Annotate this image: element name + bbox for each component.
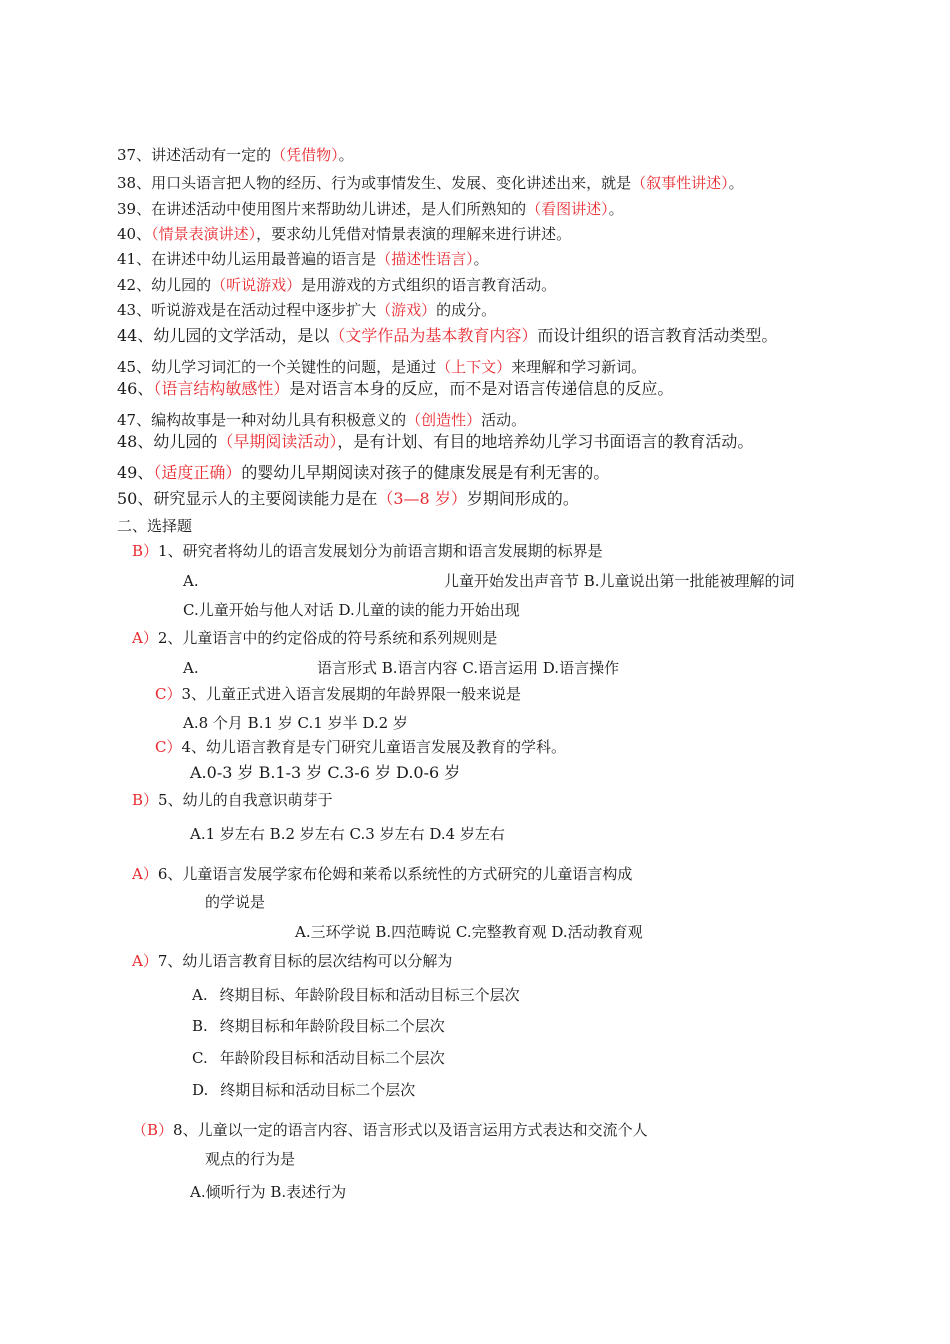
fill-text: 岁期间形成的。 <box>466 489 579 508</box>
mc-q8-text-cont: 观点的行为是 <box>205 1150 296 1168</box>
fill-answer: （游戏） <box>376 301 437 319</box>
fill-text: 。 <box>473 250 489 268</box>
fill-text: ，要求幼儿凭借对情景表演的理解来进行讲述。 <box>256 225 572 243</box>
fill-answer: （适度正确） <box>153 463 242 482</box>
mc-q6-text-cont: 的学说是 <box>205 893 266 911</box>
mc-answer: B） <box>132 791 159 809</box>
fill-answer: （描述性语言） <box>376 250 474 268</box>
fill-text: 39、在讲述活动中使用图片来帮助幼儿讲述，是人们所熟知的 <box>117 200 527 218</box>
mc-question-text: 8、儿童以一定的语言内容、语言形式以及语言运用方式表达和交流个人 <box>173 1121 648 1139</box>
option-text: 终期目标、年龄阶段目标和活动目标三个层次 <box>219 986 520 1004</box>
mc-q1-options-line1: 儿童开始发出声音节 B.儿童说出第一批能被理解的词 <box>444 572 795 590</box>
fill-text: 。 <box>608 200 624 218</box>
mc-q7-option-b <box>192 1016 445 1036</box>
fill-text: 41、在讲述中幼儿运用最普遍的语言是 <box>117 250 377 268</box>
fill-answer: （听说游戏） <box>211 276 302 294</box>
fill-text: 是对语言本身的反应，而不是对语言传递信息的反应。 <box>289 379 674 398</box>
fill-text: 46、 <box>117 379 154 398</box>
fill-item-40 <box>117 224 571 244</box>
mc-question-text: 7、幼儿语言教育目标的层次结构可以分解为 <box>157 952 453 970</box>
fill-text: ，是有计划、有目的地培养幼儿学习书面语言的教育活动。 <box>337 432 754 451</box>
mc-question-7 <box>132 951 452 971</box>
mc-q6-options: A.三环学说 B.四范畴说 C.完整教育观 D.活动教育观 <box>295 923 643 941</box>
option-text: 终期目标和活动目标二个层次 <box>220 1081 416 1099</box>
mc-question-5 <box>132 790 333 810</box>
fill-item-38 <box>117 173 744 193</box>
fill-answer: （文学作品为基本教育内容） <box>329 326 538 345</box>
fill-text: 而设计组织的语言教育活动类型。 <box>537 326 778 345</box>
fill-answer: （语言结构敏感性） <box>153 379 290 398</box>
fill-text: 来理解和学习新词。 <box>511 358 647 376</box>
fill-answer: （看图讲述） <box>526 200 609 218</box>
option-letter: B. <box>192 1017 208 1035</box>
fill-answer: （3—8 岁） <box>377 489 467 508</box>
fill-text: 活动。 <box>481 411 527 429</box>
mc-question-text: 1、研究者将幼儿的语言发展划分为前语言期和语言发展期的标界是 <box>158 542 603 560</box>
option-letter: D. <box>192 1081 209 1099</box>
mc-answer: C） <box>155 685 182 703</box>
mc-question-text: 5、幼儿的自我意识萌芽于 <box>158 791 333 809</box>
mc-answer: A） <box>132 952 158 970</box>
fill-item-42 <box>117 275 556 295</box>
option-letter: C. <box>192 1049 208 1067</box>
fill-item-45 <box>117 357 646 377</box>
fill-text: 42、幼儿园的 <box>117 276 212 294</box>
fill-text: 38、用口头语言把人物的经历、行为或事情发生、发展、变化讲述出来，就是 <box>117 174 632 192</box>
mc-question-6 <box>132 864 632 884</box>
mc-answer: B） <box>132 542 159 560</box>
fill-item-49 <box>117 463 609 483</box>
fill-text: 48、幼儿园的 <box>117 432 218 451</box>
fill-text: 。 <box>338 146 354 164</box>
fill-answer: （创造性） <box>406 411 482 429</box>
fill-item-37 <box>117 145 354 165</box>
fill-text: 的成分。 <box>436 301 497 319</box>
mc-answer: C） <box>155 738 182 756</box>
mc-q7-option-a <box>192 985 520 1005</box>
fill-text: 45、幼儿学习词汇的一个关键性的问题，是通过 <box>117 358 437 376</box>
fill-answer: （叙事性讲述） <box>631 174 729 192</box>
option-text: 终期目标和年龄阶段目标二个层次 <box>219 1017 445 1035</box>
fill-item-43 <box>117 300 496 320</box>
mc-q3-options: A.8 个月 B.1 岁 C.1 岁半 D.2 岁 <box>183 714 408 732</box>
fill-text: 43、听说游戏是在活动过程中逐步扩大 <box>117 301 377 319</box>
fill-item-41 <box>117 249 489 269</box>
mc-question-3 <box>155 684 521 704</box>
mc-q7-option-d <box>192 1080 415 1100</box>
fill-item-44 <box>117 326 777 346</box>
fill-answer: （上下文） <box>436 358 512 376</box>
fill-item-48 <box>117 432 753 452</box>
mc-question-1 <box>132 541 603 561</box>
mc-answer: A） <box>132 629 158 647</box>
section-title: 二、选择题 <box>117 517 193 535</box>
fill-answer: （早期阅读活动） <box>217 432 338 451</box>
mc-q2-option-a-label: A. <box>183 659 199 677</box>
fill-text: 47、编构故事是一种对幼儿具有积极意义的 <box>117 411 407 429</box>
mc-answer: A） <box>132 865 158 883</box>
mc-q8-options: A.倾听行为 B.表述行为 <box>190 1183 347 1201</box>
mc-question-text: 3、儿童正式进入语言发展期的年龄界限一般来说是 <box>181 685 522 703</box>
fill-answer: （情景表演讲述） <box>151 225 257 243</box>
option-text: 年龄阶段目标和活动目标二个层次 <box>219 1049 445 1067</box>
fill-item-46 <box>117 379 673 399</box>
fill-text: 。 <box>728 174 744 192</box>
fill-text: 37、讲述活动有一定的 <box>117 146 272 164</box>
mc-q7-option-c <box>192 1048 445 1068</box>
option-letter: A. <box>192 986 208 1004</box>
mc-question-text: 6、儿童语言发展学家布伦姆和莱希以系统性的方式研究的儿童语言构成 <box>157 865 633 883</box>
mc-question-text: 4、幼儿语言教育是专门研究儿童语言发展及教育的学科。 <box>181 738 567 756</box>
fill-item-47 <box>117 410 526 430</box>
mc-q5-options: A.1 岁左右 B.2 岁左右 C.3 岁左右 D.4 岁左右 <box>190 825 505 843</box>
mc-question-8 <box>132 1120 648 1140</box>
mc-question-4 <box>155 737 566 757</box>
mc-q1-option-a-label: A. <box>183 572 199 590</box>
fill-text: 50、研究显示人的主要阅读能力是在 <box>117 489 378 508</box>
mc-answer: （B） <box>132 1121 174 1139</box>
fill-text: 是用游戏的方式组织的语言教育活动。 <box>301 276 557 294</box>
fill-text: 40、 <box>117 225 152 243</box>
mc-question-text: 2、儿童语言中的约定俗成的符号系统和系列规则是 <box>157 629 498 647</box>
fill-answer: （凭借物） <box>271 146 339 164</box>
fill-text: 49、 <box>117 463 154 482</box>
fill-item-50 <box>117 489 579 509</box>
mc-question-2 <box>132 628 497 648</box>
fill-text: 44、幼儿园的文学活动，是以 <box>117 326 330 345</box>
fill-text: 的婴幼儿早期阅读对孩子的健康发展是有利无害的。 <box>241 463 610 482</box>
fill-item-39 <box>117 199 624 219</box>
mc-q1-options-line2: C.儿童开始与他人对话 D.儿童的读的能力开始出现 <box>183 601 520 619</box>
mc-q4-options: A.0-3 岁 B.1-3 岁 C.3-6 岁 D.0-6 岁 <box>190 763 461 782</box>
mc-q2-options: 语言形式 B.语言内容 C.语言运用 D.语言操作 <box>317 659 620 677</box>
